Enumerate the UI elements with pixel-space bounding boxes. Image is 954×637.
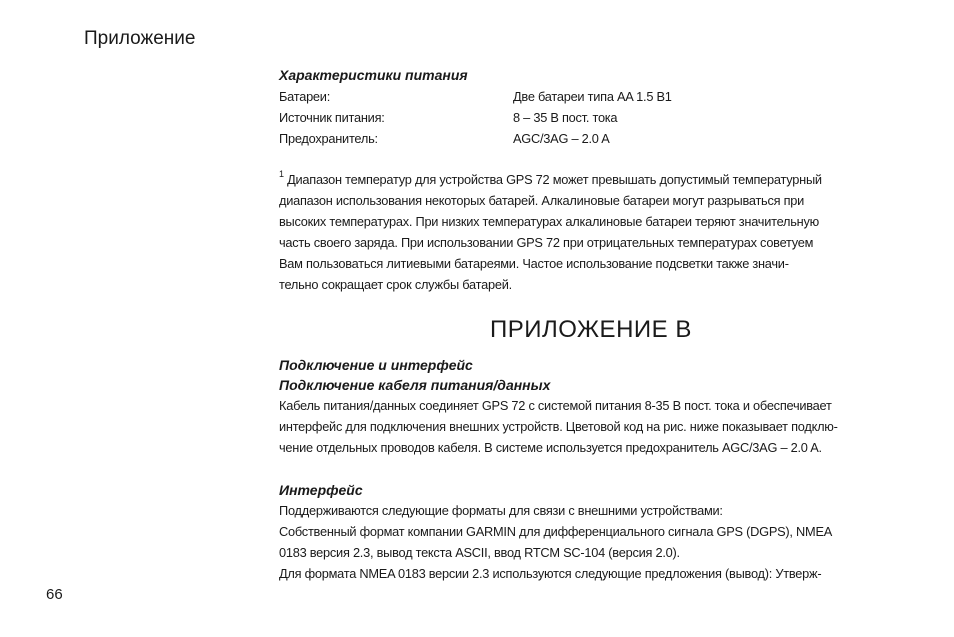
spec-label: Предохранитель: xyxy=(279,131,378,146)
power-specs xyxy=(279,65,879,149)
cable-heading: Подключение кабеля питания/данных xyxy=(279,377,551,393)
spec-value: AGC/3AG – 2.0 A xyxy=(513,131,610,146)
spec-value: Две батареи типа AA 1.5 В1 xyxy=(513,89,672,104)
text-line: Поддерживаются следующие форматы для связи с внешними устройствами: xyxy=(279,503,723,518)
text-line: Кабель питания/данных соединяет GPS 72 с системой питания 8-35 В пост. тока и обеспечивает xyxy=(279,398,832,413)
footnote xyxy=(279,169,879,295)
appendix-title: ПРИЛОЖЕНИЕ В xyxy=(490,316,692,343)
interface-section xyxy=(279,480,879,584)
footnote-line: диапазон использования некоторых батарей. Алкалиновые батареи могут разрываться при xyxy=(279,193,805,208)
connection-section xyxy=(279,355,879,458)
spec-label: Батареи: xyxy=(279,89,331,104)
interface-heading: Интерфейс xyxy=(279,482,363,498)
footnote-line: высоких температурах. При низких температурах алкалиновые батареи теряют значительную xyxy=(279,214,819,229)
spec-row-power-source xyxy=(279,107,879,128)
footnote-line: Вам пользоваться литиевыми батареями. Частое использование подсветки также значи- xyxy=(279,256,789,271)
connection-heading: Подключение и интерфейс xyxy=(279,357,473,373)
footnote-line: тельно сокращает срок службы батарей. xyxy=(279,277,512,292)
text-line: 0183 версия 2.3, вывод текста ASCII, ввод RTCM SC-104 (версия 2.0). xyxy=(279,545,680,560)
spec-row-batteries xyxy=(279,86,879,107)
connection-text xyxy=(279,395,879,458)
interface-text xyxy=(279,500,879,584)
footnote-line: часть своего заряда. При использовании GPS 72 при отрицательных температурах советуем xyxy=(279,235,814,250)
text-line: чение отдельных проводов кабеля. В системе используется предохранитель AGC/3AG – 2.0 A. xyxy=(279,440,822,455)
spec-value: 8 – 35 В пост. тока xyxy=(513,110,618,125)
footnote-line: $^1$ Диапазон температур для устройства GPS 72 может превышать допустимый температурный xyxy=(279,169,822,187)
text-line: интерфейс для подключения внешних устройств. Цветовой код на рис. ниже показывает подклю- xyxy=(279,419,838,434)
power-specs-heading: Характеристики питания xyxy=(279,67,468,83)
page-number: 66 xyxy=(46,586,63,603)
spec-label: Источник питания: xyxy=(279,110,385,125)
text-line: Для формата NMEA 0183 версии 2.3 используются следующие предложения (вывод): Утверж- xyxy=(279,566,822,581)
footnote-marker: 1 xyxy=(279,169,284,179)
running-header: Приложение xyxy=(84,28,196,49)
spec-row-fuse xyxy=(279,128,879,149)
text-line: Собственный формат компании GARMIN для дифференциального сигнала GPS (DGPS), NMEA xyxy=(279,524,833,539)
power-specs-table xyxy=(279,86,879,149)
